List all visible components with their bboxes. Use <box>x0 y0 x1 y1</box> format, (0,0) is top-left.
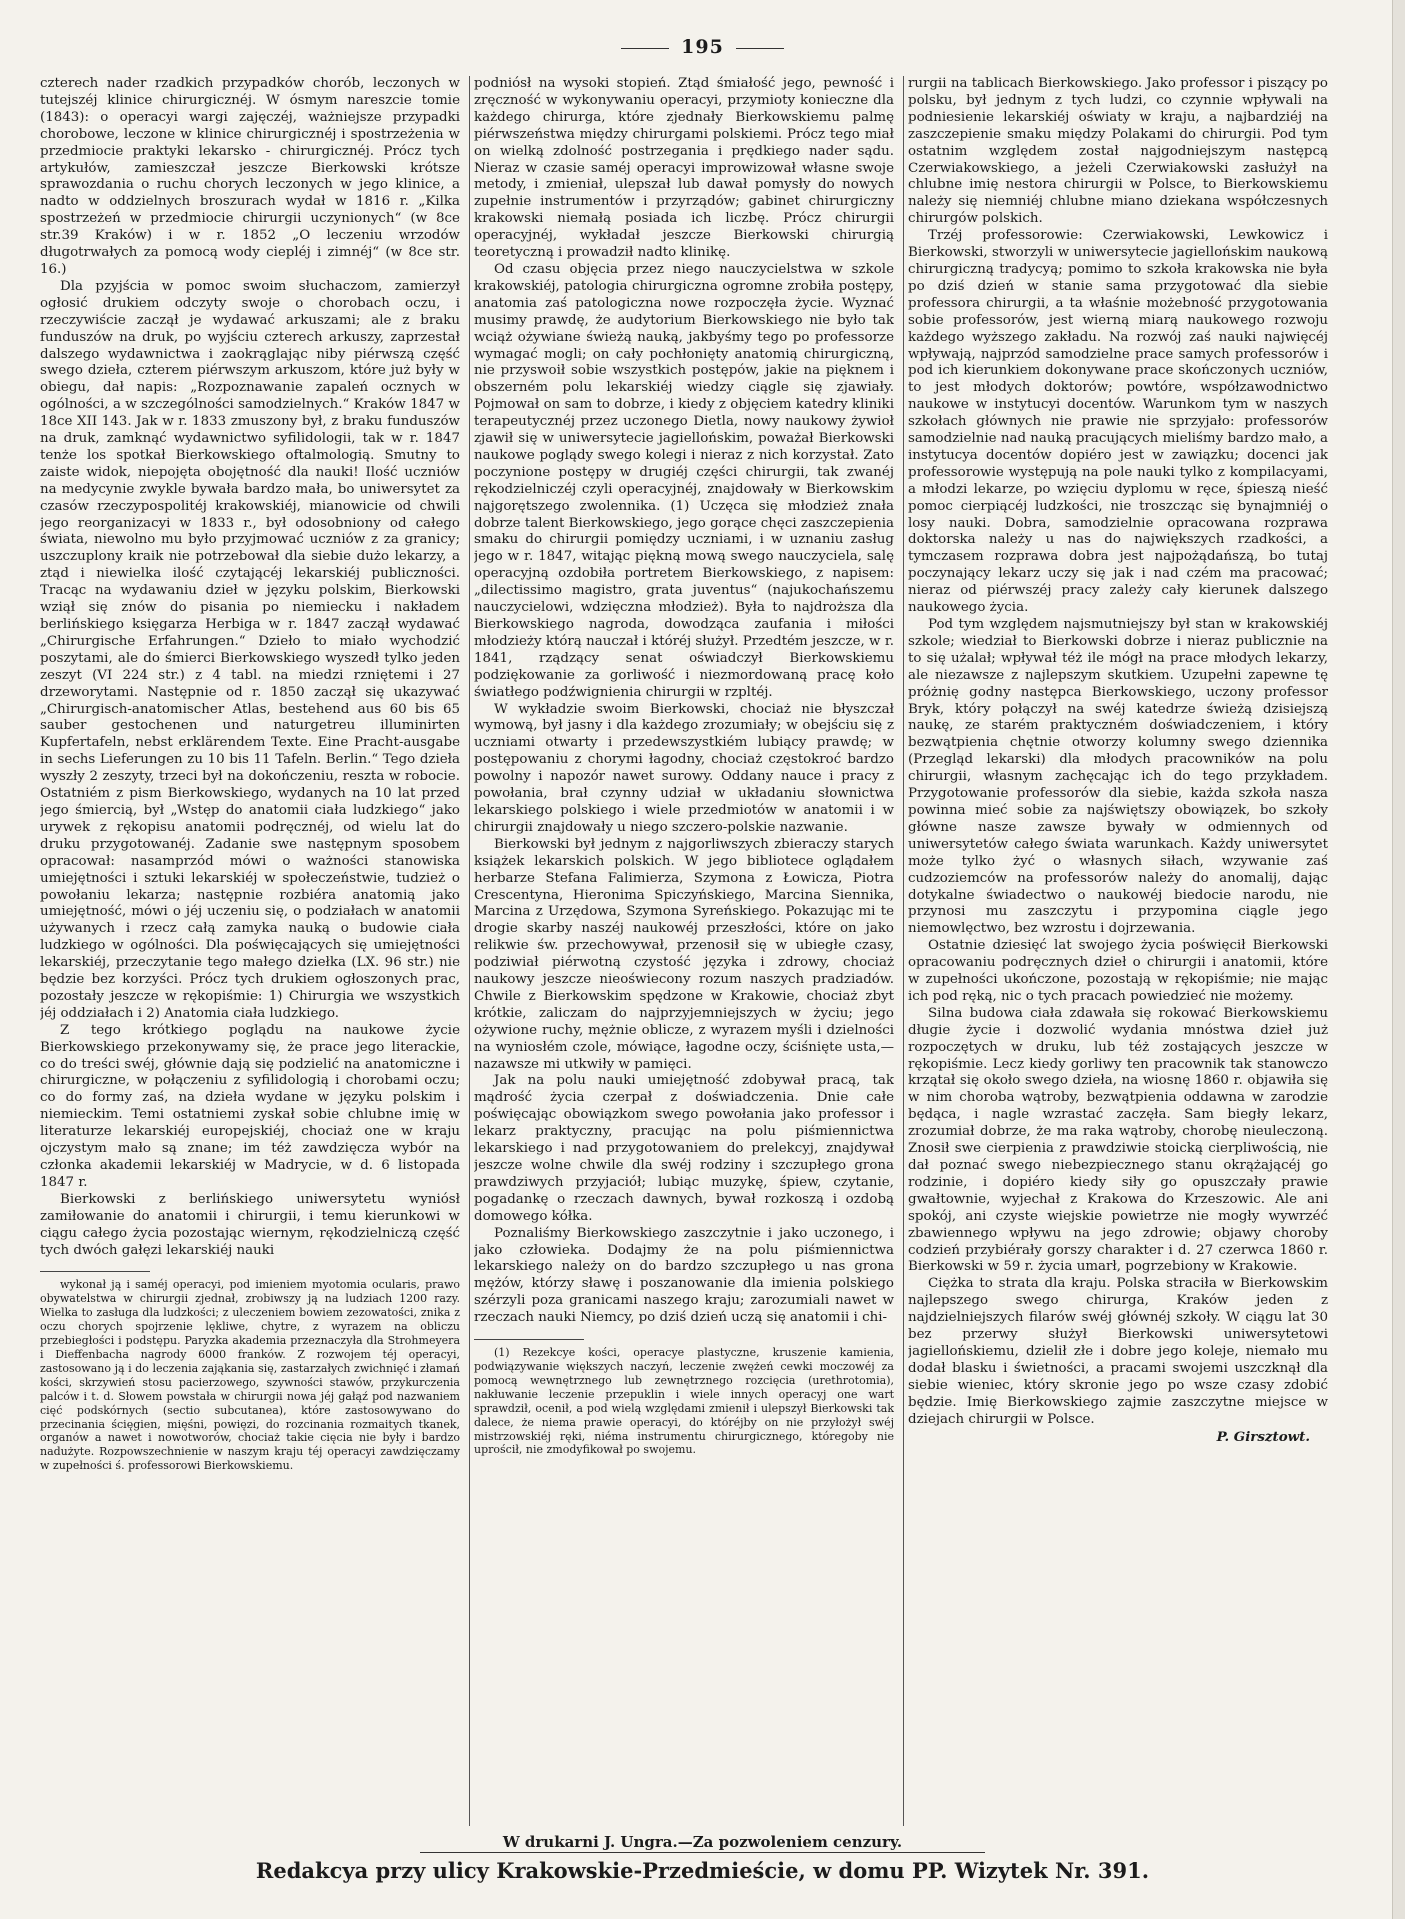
paragraph: rurgii na tablicach Bierkowskiego. Jako professor i piszący po polsku, był jednym z tych ludzi, co czynnie wpływali na podniesienie lekarskiéj oświaty w kraju, a najbardziéj na zaszczepienie smaku między Polakami do chirurgii. Pod tym ostatnim względem został najgodniejszym następcą Czerwiakowskiego, a jeżeli Czerwiakowski zasłużył na chlubne imię nestora chirurgii w Polsce, to Bierkowskiemu należy się niemniéj chlubne miano dziekana współczesnych chirurgów polskich. <box>908 76 1328 227</box>
paragraph: Silna budowa ciała zdawała się rokować Bierkowskiemu długie życie i dozwolić wydania mnóstwa dzieł już rozpoczętych w druku, lub téż zostających jeszcze w rękopiśmie. Lecz kiedy gorliwy ten pracownik tak stanowczo krzątał się około swego dzieła, na wiosnę 1860 r. objawiła się w nim choroba wątroby, bezwątpienia oddawna w zarodzie będąca, i nagle wzrastać zaczęła. Sam biegły lekarz, zrozumiał dobrze, że ma raka wątroby, chorobę nieuleczoną. Znosił swe cierpienia z prawdziwie stoicką cierpliwością, nie dał poznać swego niebezpiecznego stanu okrążającéj go rodzinie, i dopiéro kiedy siły go opuszczały prawie gwałtownie, wyjechał z Krakowa do Krzeszowic. Ale ani spokój, ani czyste wiejskie powietrze nie mogły wywrzéć zbawiennego wpływu na jego zdrowie; objawy choroby codzień przybiérały gorszy charakter i d. 27 czerwca 1860 r. Bierkowski w 59 r. życia umarł, pogrzebiony w Krakowie. <box>908 1005 1328 1275</box>
adjacent-page-edge <box>1392 0 1405 1919</box>
paragraph: Trzéj professorowie: Czerwiakowski, Lewkowicz i Bierkowski, stworzyli w uniwersytecie jagiellońskim naukową chirurgiczną tradycyą; pomimo to szkoła krakowska nie była po dziś dzień w stanie sama przygotować dla siebie professora chirurgii, a ta właśnie możebność przygotowania sobie professorów, jest wierną miarą naukowego rozwoju każdego wyższego zakładu. Na rozwój zaś nauki najwięcéj wpływają, najprzód samodzielne prace samych professorów i pod ich kierunkiem dokonywane prace skończonych uczniów, to jest młodych doktorów; powtóre, współzawodnictwo naukowe w instytucyi docentów. Warunkom tym w naszych szkołach głównych nie prawie nie sprzyjało: professorów samodzielnie nad nauką pracujących mieliśmy bardzo mało, a instytucya docentów dopiéro jest w zawiązku; docenci jak professorowie występują na pole nauki tylko z kompilacyami, a młodzi lekarze, po wzięciu dyplomu w ręce, śpieszą nieść pomoc cierpiącéj ludzkości, nie troszcząc się bynajmniéj o losy nauki. Dobra, samodzielnie opracowana rozprawa doktorska należy u nas do największych rzadkości, a tymczasem rozprawa dobra jest najpożądańszą, bo tutaj poczynający lekarz uczy się jak i nad czém ma pracować; nieraz od piérwszéj pracy zależy cały kierunek dalszego naukowego życia. <box>908 228 1328 616</box>
column-1 <box>40 76 460 1826</box>
paragraph: Ostatnie dziesięć lat swojego życia poświęcił Bierkowski opracowaniu podręcznych dzieł o chirurgii i anatomii, które w zupełności ukończone, pozostają w rękopiśmie; nie mając ich pod ręką, nic o tych pracach powiedzieć nie możemy. <box>908 938 1328 1004</box>
page-number: 195 <box>0 36 1405 58</box>
paragraph: Ciężka to strata dla kraju. Polska straciła w Bierkowskim najlepszego swego chirurga, Kraków jeden z najdzielniejszych filarów swéj głównéj szkoły. W ciągu lat 30 bez przerwy służył Bierkowski uniwersytetowi jagiellońskiemu, dzielił złe i dobre jego koleje, niemało mu dodał blasku i świetności, a pracami swojemi uszczknął dla siebie wieniec, który skronie jego po wsze czasy zdobić będzie. Imię Bierkowskiego zajmie zaszczytne miejsce w dziejach chirurgii w Polsce. <box>908 1276 1328 1427</box>
paragraph: Z tego krótkiego poglądu na naukowe życie Bierkowskiego przekonywamy się, że prace jego literackie, co do treści swéj, głównie dają się podzielić na anatomiczne i chirurgiczne, w połączeniu z syfilidologią i chorobami oczu; co do formy zaś, na dzieła wydane w języku polskim i niemieckim. Temi ostatniemi zyskał sobie chlubne imię w literaturze lekarskiéj europejskiéj, chociaż one w kraju ojczystym mało są znane; im téż zawdzięcza wybór na członka akademii lekarskiéj w Madrycie, w d. 6 listopada 1847 r. <box>40 1022 460 1190</box>
column-3-body <box>908 76 1328 1429</box>
column-2-body <box>474 76 894 1327</box>
editorial-address: Redakcya przy ulicy Krakowskie-Przedmieście, w domu PP. Wizytek Nr. 391. <box>255 1858 1150 1883</box>
footnote-2: (1) Rezekcye kości, operacye plastyczne, kruszenie kamienia, podwiązywanie większych naczyń, leczenie zwężeń cewki moczowéj za pomocą wewnętrznego lub zewnętrznego rozcięcia (urethrotomia), nakłuwanie leczenie przepuklin i wiele innych operacyj one wart sprawdził, ocenił, a pod wielą względami zmienił i ulepszył Bierkowski tak dalece, że niema prawie operacyi, do któréjby on nie przyłożył swéj mistrzowskiéj ręki, niéma instrumentu chirurgicznego, któregoby nie uprościł, nie zmodyfikował po swojemu. <box>474 1346 894 1457</box>
paragraph: Od czasu objęcia przez niego nauczycielstwa w szkole krakowskiéj, patologia chirurgiczna ogromne zrobiła postępy, anatomia zaś patologiczna nowe rozpoczęła życie. Wyznać musimy prawdę, że audytorium Bierkowskiego nie było tak wciąż ożywiane świeżą nauką, jakbyśmy tego po professorze wymagać mogli; on cały pochłonięty anatomią chirurgiczną, nie przyswoił sobie wszystkich postępów, jakie na pięknem i obszerném polu lekarskiéj wiedzy ciągle się zjawiały. Pojmował on sam to dobrze, i kiedy z objęciem katedry kliniki terapeutycznéj przez uczonego Dietla, nowy naukowy żywioł zjawił się w uniwersytecie jagiellońskim, poważał Bierkowski naukowe poglądy swego kolegi i nieraz z nich korzystał. Zato poczynione postępy w drugiéj części chirurgii, tak zwanéj rękodzielniczéj czyli operacyjnéj, znajdowały w Bierkowskim najgorętszego zwolennika. (1) Uczęca się młodzież znała dobrze talent Bierkowskiego, jego gorące chęci zaszczepienia smaku do chirurgii pomiędzy uczniami, i w uznaniu zasług jego w r. 1847, witając piękną mową swego nauczyciela, salę operacyjną ozdobiła portretem Bierkowskiego, z napisem: „dilectissimo magistro, grata juventus“ (najukochańszemu nauczycielowi, wdzięczna młodzież). Była to najdroższa dla Bierkowskiego nagroda, dowodząca zaufania i miłości młodzieży którą nauczał i któréj służył. Przedtém jeszcze, w r. 1841, rządzący senat oświadczył Bierkowskiemu podziękowanie za gorliwość i niezmordowaną pracę koło światłego podźwignienia chirurgii w rzpltéj. <box>474 261 894 700</box>
paragraph: Bierkowski z berlińskiego uniwersytetu wyniósł zamiłowanie do anatomii i chirurgii, i temu kierunkowi w ciągu całego życia pozostając wiernym, rękodzielniczą część tych dwóch gałęzi lekarskiéj nauki <box>40 1191 460 1258</box>
column-2 <box>474 76 894 1826</box>
paragraph: czterech nader rzadkich przypadków chorób, leczonych w tutejszéj klinice chirurgicznéj. W ósmym nareszcie tomie (1843): o operacyi wargi zajęczéj, ważniejsze przypadki chorobowe, leczone w klinice chirurgicznéj i spostrzeżenia w przedmiocie praktyki lekarsko - chirurgicznéj. Prócz tych artykułów, zamieszczał jeszcze Bierkowski krótsze sprawozdania o ruchu chorych leczonych w jego klinice, a nadto w oddzielnych broszurach wydał w 1816 r. „Kilka spostrzeżeń w przedmiocie chirurgii uczynionych“ (w 8ce str.39 Kraków) i w r. 1852 „O leczeniu wrzodów długotrwałych za pomocą wody ciepléj i zimnéj“ (w 8ce str. 16.) <box>40 76 460 277</box>
paragraph: podniósł na wysoki stopień. Ztąd śmiałość jego, pewność i zręczność w wykonywaniu operacyi, przymioty konieczne dla każdego chirurga, które zjednały Bierkowskiemu palmę piérwszeństwa między chirurgami polskiemi. Prócz tego miał on wielką zdolność postrzegania i prędkiego nader sądu. Nieraz w czasie saméj operacyi improwizował własne swoje metody, i zmieniał, ulepszał lub dawał pomysły do nowych zupełnie instrumentów i przyrządów; gabinet chirurgiczny krakowski niemałą posiada ich liczbę. Prócz chirurgii operacyjnéj, wykładał jeszcze Bierkowski chirurgią teoretyczną i prowadził nadto klinikę. <box>474 76 894 261</box>
paragraph: Dla pzyjścia w pomoc swoim słuchaczom, zamierzył ogłosić drukiem odczyty swoje o chorobach oczu, i rzeczywiście zaczął je wydawać arkuszami; ale z braku funduszów na druk, po wyjściu czterech arkuszy, zaprzestał dalszego wydawnictwa i zaokrąglając niby piérwszą część swego dzieła, czterem piérwszym arkuszom, które już były w obiegu, dał napis: „Rozpoznawanie zapaleń ocznych w ogólności, a w szczególności samodzielnych.“ Kraków 1847 w 18ce XII 143. Jak w r. 1833 zmuszony był, z braku funduszów na druk, zamknąć wydawnictwo syfilidologii, tak w r. 1847 tenże los spotkał Bierkowskiego oftalmologią. Smutny to zaiste widok, niepojęta obojętność dla nauki! Ilość uczniów na medycynie zwykle bywała bardzo mała, bo uniwersytet za czasów rzeczypospolitéj krakowskiéj, mianowicie od chwili jego reorganizacyi w 1833 r., był odosobniony od całego świata, niewolno mu było przyjmować uczniów z za granicy; uszczuplony kraik nie potrzebował dla siebie dużo lekarzy, a ztąd i niewielka ilość czytającéj lekarskiéj publiczności. Tracąc na wydawaniu dzieł w języku polskim, Bierkowski wziął się znów do pisania po niemiecku i nakładem berlińskiego księgarza Herbiga w r. 1847 zaczął wydawać „Chirurgische Erfahrungen.“ Dzieło to miało wychodzić poszytami, ale do śmierci Bierkowskiego wyszedł tylko jeden zeszyt (VI 224 str.) z 4 tabl. na miedzi rzniętemi i 27 drzeworytami. Następnie od r. 1850 zaczął się ukazywać „Chirurgisch-anatomischer Atlas, bestehend aus 60 bis 65 sauber gestochenen und naturgetreu illuminirten Kupfertafeln, nebst erklärendem Texte. Eine Pracht-ausgabe in sechs Lieferungen zu 10 bis 11 Tafeln. Berlin.“ Tego dzieła wyszły 2 zeszyty, trzeci był na dokończeniu, reszta w robocie. Ostatniém z pism Bierkowskiego, wydanych na 10 lat przed jego śmiercią, był „Wstęp do anatomii ciała ludzkiego“ jako urywek z rękopisu anatomii podręcznéj, od wielu lat do druku przygotowanéj. Zadanie swe następnym sposobem opracował: nasamprzód mówi o ważności stanowiska umiejętności i sztuki lekarskiéj w społeczeństwie, tudzież o powołaniu lekarza; następnie rozbiéra anatomią jako umiejętność, mówi o jéj uczeniu się, o podziałach w anatomii używanych i rzecz całą zamyka nauką o budowie ciała ludzkiego w ogólności. Dla poświęcających się umiejętności lekarskiéj, przeczytanie tego małego dziełka (LX. 96 str.) nie będzie bez korzyści. Prócz tych drukiem ogłoszonych prac, pozostały jeszcze w rękopiśmie: 1) Chirurgia we wszystkich jéj oddziałach i 2) Anatomia ciała ludzkiego. <box>40 278 460 1021</box>
column-1-body <box>40 76 460 1259</box>
column-3 <box>908 76 1328 1826</box>
author-signature: P. Girsztowt. <box>1216 1428 1310 1445</box>
footnote-rule <box>40 1271 150 1272</box>
text-columns <box>40 76 1340 1826</box>
paragraph: Jak na polu nauki umiejętność zdobywał pracą, tak mądrość życia czerpał z doświadczenia. Dnie całe poświęcając obowiązkom swego powołania jako professor i lekarz praktyczny, pracując na polu piśmiennictwa lekarskiego i nad przygotowaniem do prelekcyj, znajdywał jeszcze wolne chwile dla swéj rodziny i szczupłego grona prawdziwych przyjaciół; lubiąc muzykę, śpiew, czytanie, pogadankę o rzeczach dawnych, bywał rozkoszą i ozdobą domowego kółka. <box>474 1073 894 1224</box>
paragraph: W wykładzie swoim Bierkowski, chociaż nie błyszczał wymową, był jasny i dla każdego zrozumiały; w obejściu się z uczniami otwarty i przedewszystkiém lubiący prawdę; w postępowaniu z chorymi łagodny, chociaż częstokroć bardzo powolny i napozór nawet surowy. Oddany nauce i pracy z powołania, brał czynny udział w układaniu słownictwa lekarskiego polskiego i wiele przedmiotów w anatomii i w chirurgii znajdowały u niego szczero-polskie nazwanie. <box>474 701 894 835</box>
printer-imprint: W drukarni J. Ungra.—Za pozwoleniem cenzury. <box>502 1833 903 1851</box>
paragraph: Bierkowski był jednym z najgorliwszych zbieraczy starych książek lekarskich polskich. W jego bibliotece oglądałem herbarze Stefana Falimierza, Szymona z Łowicza, Piotra Crescentyna, Hieronima Spiczyńskiego, Marcina Siennika, Marcina z Urzędowa, Szymona Syreńskiego. Pokazując mi te drogie skarby naszéj naukowéj przeszłości, które on jako relikwie św. przechowywał, przenosił się w ubiegłe czasy, podziwiał piérwotną czystość języka i zdrowy, chociaż naukowy jeszcze nieoświecony rozum naszych pradziadów. Chwile z Bierkowskim spędzone w Krakowie, chociaż zbyt krótkie, zaliczam do najprzyjemniejszych w życiu; jego ożywione ruchy, mężnie oblicze, z wyrazem myśli i dzielności na wyniosłém czole, mówiące, łagodne oczy, ściśnięte usta,—nazawsze mi utkwiły w pamięci. <box>474 836 894 1072</box>
paragraph: Poznaliśmy Bierkowskiego zaszczytnie i jako uczonego, i jako człowieka. Dodajmy że na polu piśmiennictwa lekarskiego należy on do bardzo szczupłego u nas grona mężów, którzy sławę i poszanowanie dla imienia polskiego szérzyli poza granicami naszego kraju; zarozumiali nawet w rzeczach nauki Niemcy, po dziś dzień uczą się anatomii i chi- <box>474 1225 894 1326</box>
imprint-rule <box>420 1852 985 1853</box>
footnote-rule <box>474 1339 584 1340</box>
paragraph: Pod tym względem najsmutniejszy był stan w krakowskiéj szkole; wiedział to Bierkowski dobrze i nieraz publicznie na to się użalał; wpływał téż ile mógł na prace młodych lekarzy, ale niezawsze z najlepszym skutkiem. Uzupełni zapewne tę próżnię godny następca Bierkowskiego, uczony professor Bryk, który połączył na swéj katedrze świeżą dzisiejszą naukę, ze starém praktyczném doświadczeniem, i który bezwątpienia chętnie otworzy kolumny swego dziennika (Przegląd lekarski) dla młodych pracowników na polu chirurgii, własnym zachęcając ich do tego przykładem. Przygotowanie professorów dla siebie, każda szkoła nasza powinna mieć sobie za najświętszy obowiązek, bo szkoły główne nasze zawsze bywały w odmiennych od uniwersytetów całego świata warunkach. Każdy uniwersytet może tylko żyć o własnych siłach, wzywanie zaś cudzoziemców na professorów należy do anomalij, dając dotykalne świadectwo o naukowéj biedocie narodu, nie przynosi mu zaszczytu i przypomina ciągle jego niemowlęctwo, bez wzrostu i dojrzewania. <box>908 617 1328 937</box>
footnote-1: wykonał ją i saméj operacyi, pod imieniem myotomia ocularis, prawo obywatelstwa w chirurgii zjednał, zrobiwszy ją na ludziach 1200 razy. Wielka to zasługa dla ludzkości; z uleczeniem bowiem zezowatości, znika z oczu chorych spojrzenie lękliwe, chytre, z wyrazem na obliczu przebiegłości i podstępu. Paryzka akademia przeznaczyła dla Strohmeyera i Dieffenbacha nagrody 6000 franków. Z rozwojem téj operacyi, zastosowano ją i do leczenia zająkania się, zastarzałych zwichnięć i złamań kości, skrzywień stosu pacierzowego, szywności stawów, przykurczenia palców i t. d. Słowem powstała w chirurgii nowa jéj gałąź pod nazwaniem cięć podskórnych (sectio subcutanea), które zastosowywano do przecinania ścięgien, mięśni, powięzi, do rozcinania rozmaitych tkanek, organów a nawet i nowotworów, chociaż takie cięcia nie były i bardzo nadużyte. Rozpowszechnienie w naszym kraju téj operacyi zawdzięczamy w zupełności ś. professorowi Bierkowskiemu. <box>40 1278 460 1473</box>
